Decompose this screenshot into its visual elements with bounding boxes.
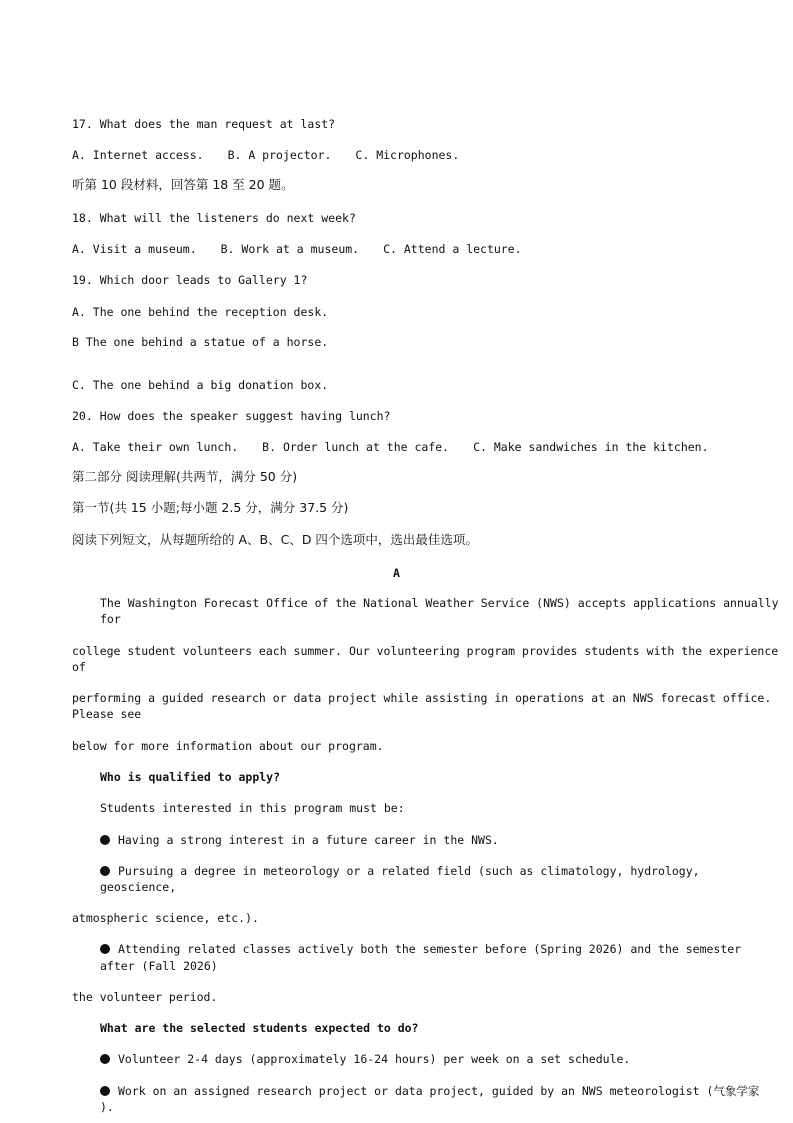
passage-intro-line: below for more information about our program.	[72, 739, 384, 753]
q20-options	[72, 439, 709, 455]
q19-option-a: A. The one behind the reception desk.	[72, 305, 329, 319]
bullet-icon	[100, 866, 110, 876]
qualify-bullet	[100, 941, 741, 957]
passage-letter: A	[393, 566, 400, 580]
passage-intro-line: The Washington Forecast Office of the National Weather Service (NWS) accepts applications annually	[100, 596, 779, 610]
expected-heading: What are the selected students expected to do?	[100, 1021, 419, 1035]
q18-option-a: A. Visit a museum.	[72, 242, 197, 256]
passage-intro-line: Please see	[72, 707, 142, 721]
q17-option-c: C. Microphones.	[355, 148, 460, 162]
q20-option-b: B. Order lunch at the cafe.	[262, 440, 450, 454]
q20-option-c: C. Make sandwiches in the kitchen.	[473, 440, 709, 454]
qualify-heading: Who is qualified to apply?	[100, 770, 281, 784]
q18-option-c: C. Attend a lecture.	[383, 242, 522, 256]
q17-option-b: B. A projector.	[227, 148, 332, 162]
expected-bullet	[100, 1083, 759, 1099]
q19-option-c: C. The one behind a big donation box.	[72, 378, 329, 392]
part2-heading: 第二部分 阅读理解(共两节，满分 50 分)	[72, 469, 298, 484]
reading-instruction: 阅读下列短文，从每题所给的 A、B、C、D 四个选项中，选出最佳选项。	[72, 532, 478, 547]
expected-bullet-text: Volunteer 2-4 days (approximately 16-24 hours) per week on a set schedule.	[118, 1052, 631, 1066]
q19-option-b: B The one behind a statue of a horse.	[72, 335, 329, 349]
qualify-intro: Students interested in this program must be:	[100, 801, 405, 815]
q17-option-a: A. Internet access.	[72, 148, 204, 162]
qualify-bullet	[100, 832, 499, 848]
qualify-continuation: after (Fall 2026)	[100, 959, 218, 973]
passage-intro-line: for	[100, 612, 121, 626]
qualify-continuation: geoscience,	[100, 880, 177, 894]
expected-continuation: ).	[100, 1100, 114, 1114]
bullet-icon	[100, 835, 110, 845]
q18-question: 18. What will the listeners do next week?	[72, 211, 356, 225]
q17-options	[72, 147, 459, 163]
bullet-icon	[100, 1086, 110, 1096]
section1-heading: 第一节(共 15 小题;每小题 2.5 分，满分 37.5 分)	[72, 500, 349, 515]
qualify-bullet-text: Having a strong interest in a future career in the NWS.	[118, 833, 499, 847]
q20-question: 20. How does the speaker suggest having lunch?	[72, 409, 391, 423]
bullet-icon	[100, 944, 110, 954]
passage-intro-line: college student volunteers each summer. Our volunteering program provides students with the experience	[72, 644, 779, 658]
q18-option-b: B. Work at a museum.	[220, 242, 360, 256]
qualify-bullet-text: Pursuing a degree in meteorology or a related field (such as climatology, hydrology,	[118, 864, 700, 878]
q20-option-a: A. Take their own lunch.	[72, 440, 239, 454]
q19-question: 19. Which door leads to Gallery 1?	[72, 273, 308, 287]
qualify-continuation: atmospheric science, etc.).	[72, 911, 259, 925]
qualify-bullet	[100, 863, 700, 879]
qualify-continuation: the volunteer period.	[72, 990, 218, 1004]
expected-bullet-text: Work on an assigned research project or data project, guided by an NWS meteorologist (气象学家	[118, 1084, 760, 1098]
passage-intro-line: performing a guided research or data project while assisting in operations at an NWS forecast office.	[72, 691, 772, 705]
q17-question: 17. What does the man request at last?	[72, 117, 336, 131]
q18-options	[72, 241, 522, 257]
passage-intro-line: of	[72, 660, 86, 674]
bullet-icon	[100, 1054, 110, 1064]
qualify-bullet-text: Attending related classes actively both the semester before (Spring 2026) and the semester	[118, 942, 742, 956]
section10-instruction: 听第 10 段材料，回答第 18 至 20 题。	[72, 177, 294, 192]
expected-bullet	[100, 1051, 630, 1067]
